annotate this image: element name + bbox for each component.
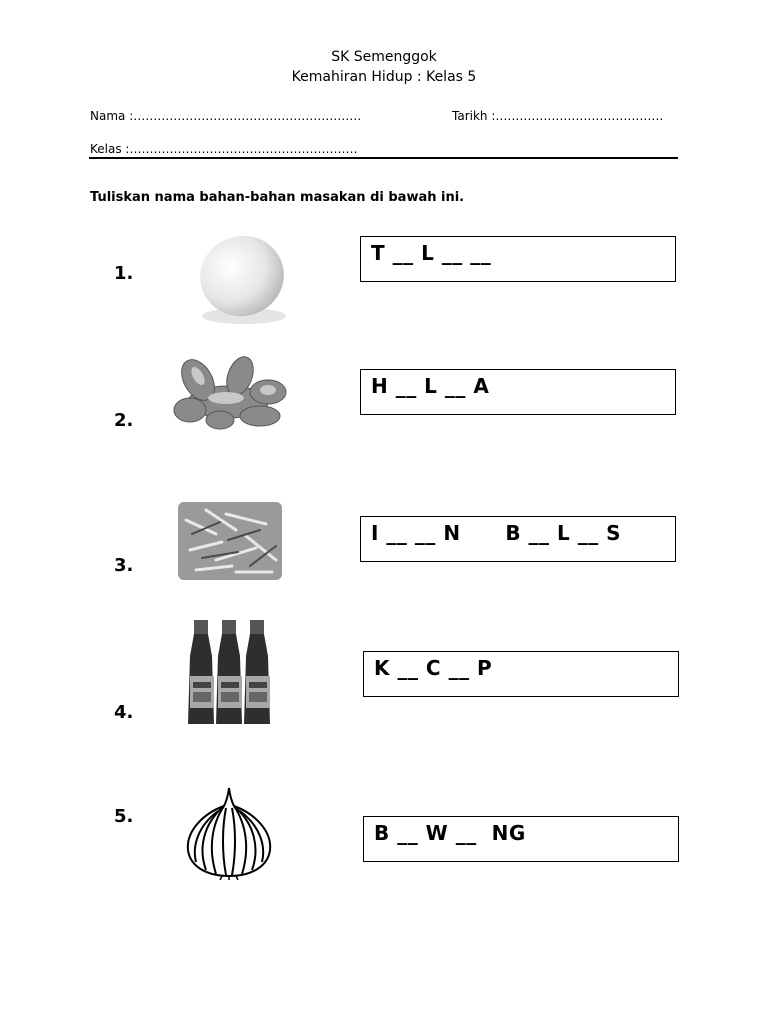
- item-number-4: 4.: [114, 702, 134, 723]
- onion-icon: [182, 784, 276, 880]
- instruction-text: Tuliskan nama bahan-bahan masakan di bawah ini.: [90, 190, 465, 205]
- answer-box-2[interactable]: H __ L __ A: [360, 369, 676, 415]
- item-number-3: 3.: [114, 555, 134, 576]
- answer-box-4[interactable]: K __ C __ P: [363, 651, 679, 697]
- kelas-field: Kelas :…………………………………………………: [90, 142, 358, 156]
- subject-title: Kemahiran Hidup : Kelas 5: [291, 69, 477, 85]
- ginger-icon: [168, 350, 298, 440]
- tarikh-field: Tarikh :……………………………………: [452, 109, 664, 123]
- answer-box-5[interactable]: B __ W __ NG: [363, 816, 679, 862]
- item-number-2: 2.: [114, 410, 134, 431]
- header-divider: [89, 157, 678, 159]
- answer-box-1[interactable]: T __ L __ __: [360, 236, 676, 282]
- sauce-bottles-icon: [180, 618, 276, 728]
- anchovies-icon: [176, 500, 284, 582]
- item-number-1: 1.: [114, 263, 134, 284]
- item-number-5: 5.: [114, 806, 134, 827]
- egg-icon: [188, 224, 296, 330]
- answer-box-3[interactable]: I __ __ N B __ L __ S: [360, 516, 676, 562]
- nama-field: Nama :…………………………………………………: [90, 109, 362, 123]
- school-name: SK Semenggok: [331, 49, 437, 65]
